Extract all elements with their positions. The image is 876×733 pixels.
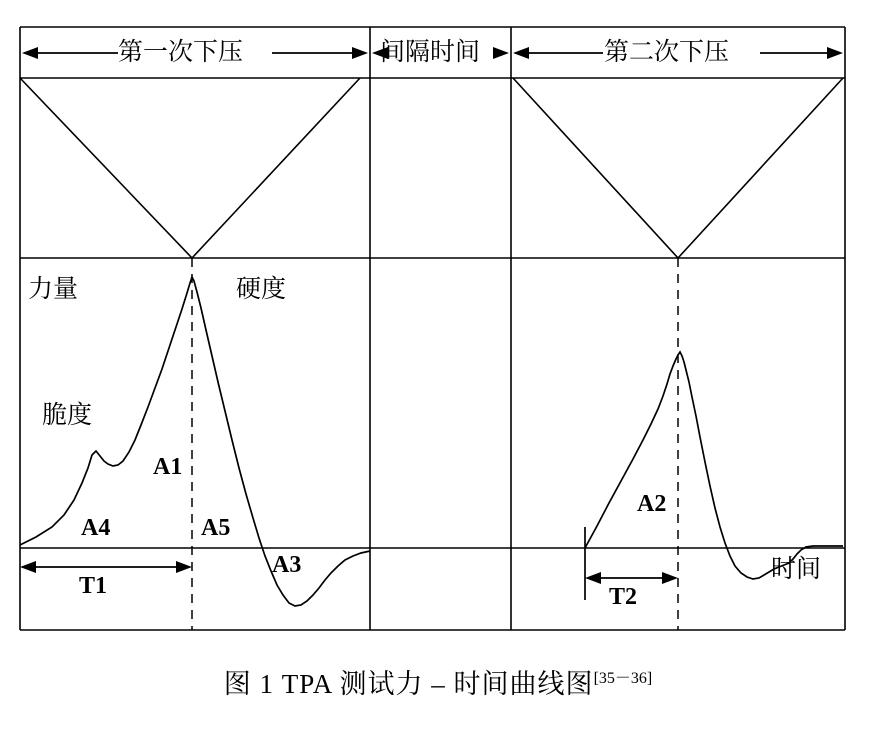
axis-label-force: 力量 [28, 276, 79, 303]
figure-caption [0, 662, 876, 701]
arrowhead-3-right [827, 47, 843, 59]
probe-travel-lines [20, 78, 843, 258]
header-label-interval: 间隔时间 [380, 39, 481, 66]
figure-caption-reference: [35－36] [593, 670, 653, 687]
figure-caption-text: 图 1 TPA 测试力 – 时间曲线图 [223, 669, 594, 699]
curve-first-compression [20, 277, 370, 606]
t2-arrowhead-right [662, 572, 678, 584]
area-label-a1: A1 [153, 454, 183, 480]
t2-arrowhead-left [585, 572, 601, 584]
peak-dashed-lines [192, 258, 678, 630]
time-label-t1: T1 [79, 573, 108, 599]
t1-arrowhead-left [20, 561, 36, 573]
time-label-t2: T2 [609, 584, 638, 610]
area-label-a5: A5 [201, 515, 231, 541]
header-label-second-compression: 第二次下压 [604, 39, 730, 66]
area-label-a3: A3 [272, 552, 302, 578]
curve-label-hardness: 硬度 [236, 276, 287, 303]
t1-arrowhead-right [176, 561, 192, 573]
arrowhead-3-left [513, 47, 529, 59]
probe-v-first [20, 78, 360, 258]
curve-second-compression [585, 352, 843, 579]
arrowhead-2-right [493, 47, 509, 59]
axis-label-time: 时间 [771, 556, 822, 583]
probe-v-second [513, 78, 843, 258]
area-label-a4: A4 [81, 515, 111, 541]
frame-lines [20, 27, 845, 630]
curve-label-fracturability: 脆度 [42, 402, 93, 429]
header-label-first-compression: 第一次下压 [118, 39, 244, 66]
arrowhead-1-left [22, 47, 38, 59]
arrowhead-1-right [352, 47, 368, 59]
area-label-a2: A2 [637, 491, 667, 517]
